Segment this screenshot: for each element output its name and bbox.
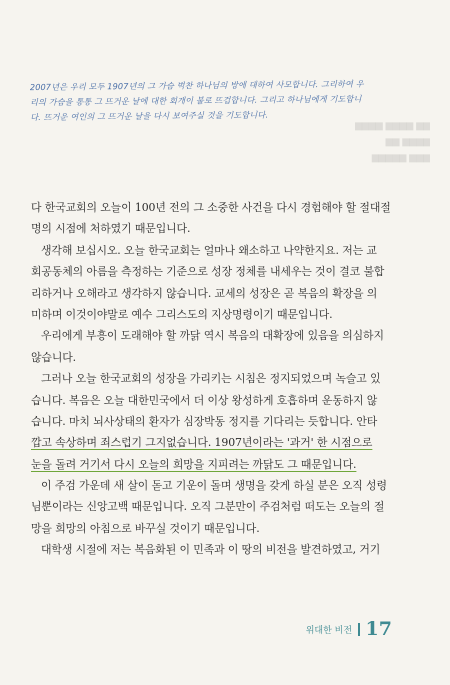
body-line: 우리에게 부흥이 도래해야 할 까닭 역시 복음의 대확장에 있음을 의심하지 [41,329,384,343]
body-line: 습니다. 복음은 오늘 대한민국에서 더 이상 왕성하게 호흡하며 운동하지 않 [31,393,378,407]
handwritten-line: 다. 뜨거운 여인의 그 뜨거운 날을 다시 보여주실 것을 기도합니다. [30,109,269,123]
section-title: 위대한 비전 [305,625,353,636]
body-line: 생각해 보십시오. 오늘 한국교회는 얼마나 왜소하고 나약한지요. 저는 교 [41,243,377,257]
body-line: 다 한국교회의 오늘이 100년 전의 그 소중한 사건을 다시 경험해야 할 절대절 [31,201,391,214]
handwritten-line: 2007년은 우리 모두 1907년의 그 가슴 벅찬 하나님의 방에 대하여 사모합니다. 그리하여 우 [29,78,364,93]
handwritten-line: 리의 가슴을 통통 그 뜨거운 날에 대한 회개이 불로 뜨겁합니다. 그리고 하나님에게 기도합니 [29,93,362,108]
bleed-through-texture: ▆▆ ▆▆▆▆ ▆▆▆▆ ▆▆▆▆ ▆▆ ▆▆▆ ▆▆▆▆▆ [355,121,430,163]
body-line-underlined: 깝고 속상하며 죄스럽기 그지없습니다. 1907년이라는 '과거' 한 시점으로 [31,436,373,450]
page-number: 17 [365,618,392,640]
body-line: 그러나 오늘 한국교회의 성장을 가리키는 시침은 정지되었으며 녹슬고 있 [41,372,381,386]
body-line: 습니다. 마치 뇌사상태의 환자가 심장박동 정지를 기다리는 듯합니다. 안타 [31,414,378,428]
body-text [31,197,423,561]
footer-divider [358,623,360,636]
body-line: 님뿐이라는 신앙고백 때문입니다. 오직 그분만이 주검처럼 떠도는 오늘의 절 [31,500,385,514]
body-line: 대학생 시절에 저는 복음화된 이 민족과 이 땅의 비전을 발견하였고, 거기 [41,543,381,557]
body-line: 망을 희망의 아침으로 바꾸실 것이기 때문입니다. [31,521,260,535]
body-line: 않습니다. [31,350,77,364]
body-line: 미하며 이것이야말로 예수 그리스도의 지상명령이기 때문입니다. [31,307,333,321]
body-line: 리하거나 오해라고 생각하지 않습니다. 교세의 성장은 곧 복음의 확장을 의 [31,286,378,300]
body-line-underlined: 눈을 돌려 거기서 다시 오늘의 희망을 지피려는 까닭도 그 때문입니다. [31,457,357,471]
body-line: 이 주검 가운데 새 살이 돋고 기운이 돌며 생명을 갖게 하실 분은 오직 성령 [41,479,387,493]
page-footer [306,618,392,640]
body-line: 회공동체의 아름을 측정하는 기준으로 성장 정체를 내세우는 것이 결코 불합 [31,265,385,279]
body-line: 명의 시점에 처하였기 때문입니다. [31,222,191,236]
